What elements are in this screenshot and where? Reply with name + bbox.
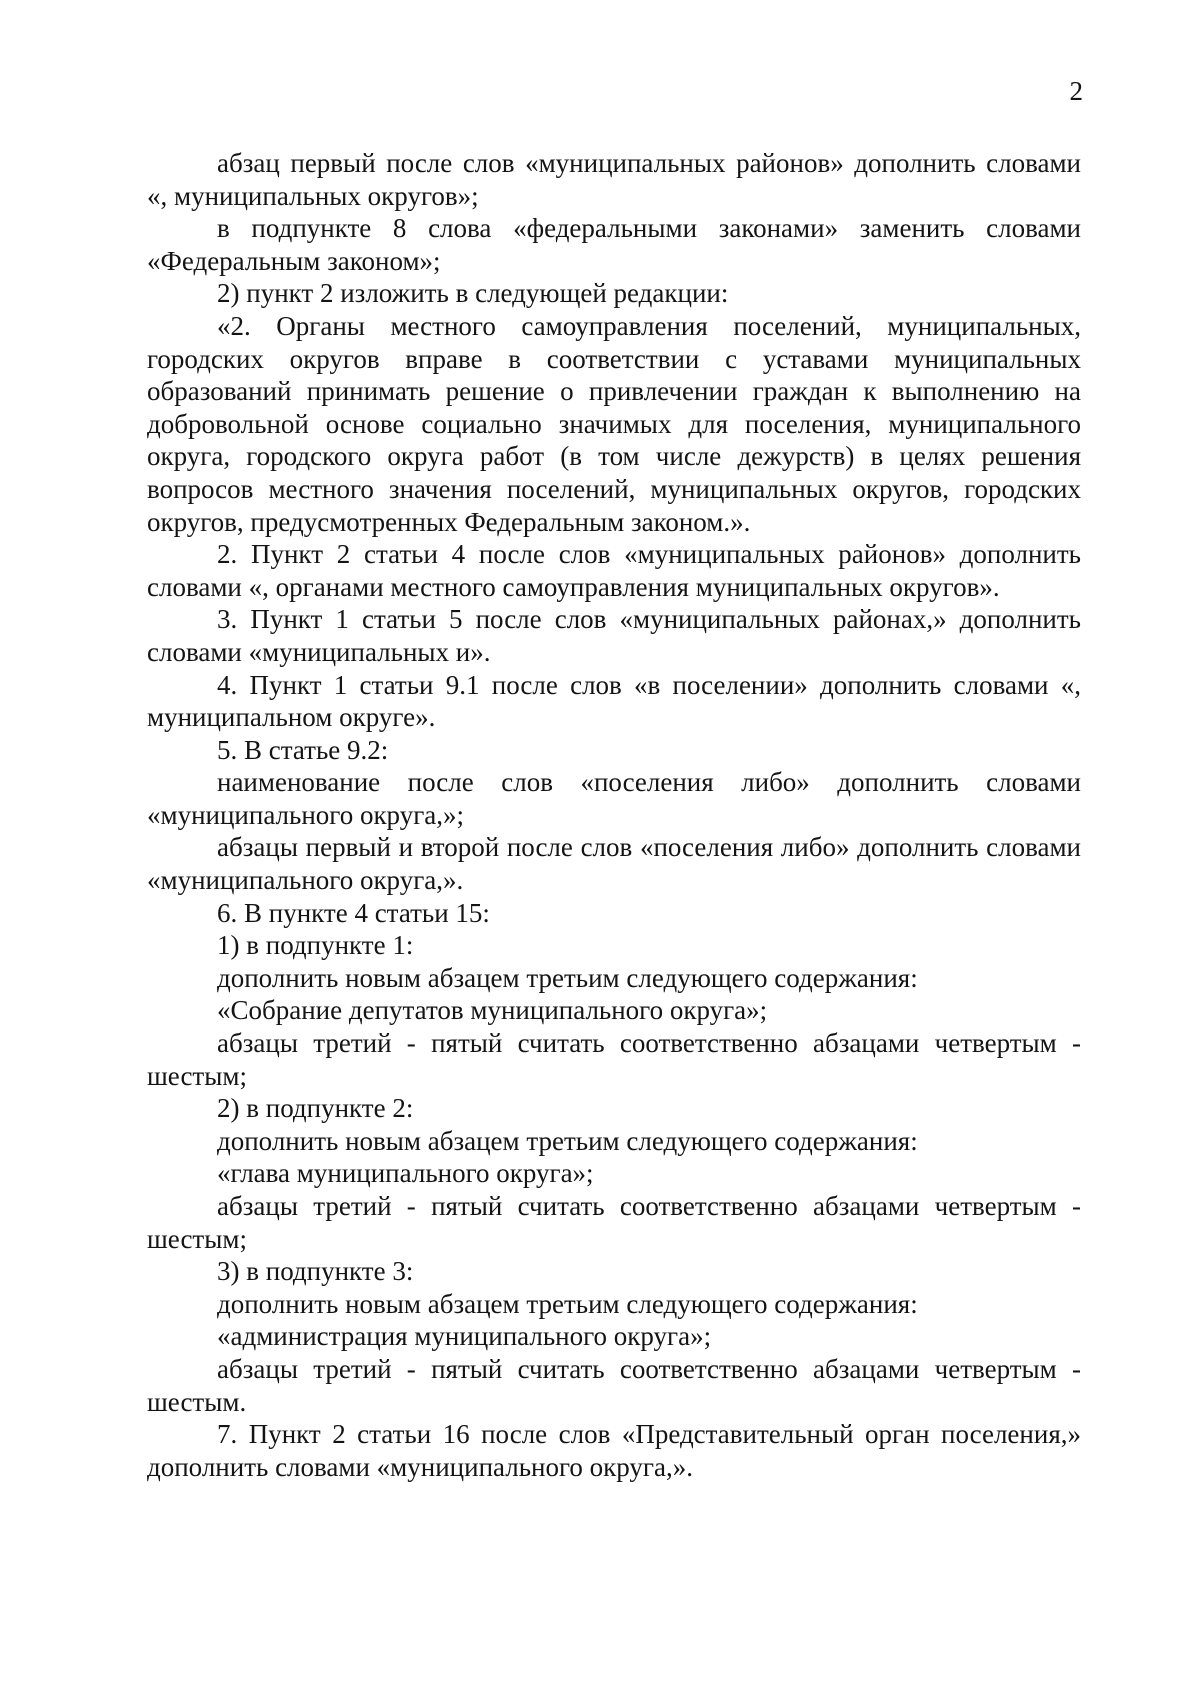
paragraph: «Собрание депутатов муниципального округа»;	[217, 995, 768, 1026]
paragraph: «администрация муниципального округа»;	[217, 1321, 712, 1352]
paragraph: 2. Пункт 2 статьи 4 после слов «муниципальных районов» дополнить словами «, органами местного самоуправления муниципальных округов».	[147, 539, 1081, 602]
paragraph: в подпункте 8 слова «федеральными законами» заменить словами «Федеральным законом»;	[147, 213, 1081, 276]
paragraph: абзацы третий - пятый считать соответственно абзацами четвертым - шестым;	[147, 1191, 1081, 1254]
paragraph: 4. Пункт 1 статьи 9.1 после слов «в поселении» дополнить словами «, муниципальном округе».	[147, 669, 1081, 733]
paragraph: абзацы третий - пятый считать соответственно абзацами четвертым - шестым;	[147, 1028, 1081, 1091]
paragraph: абзацы первый и второй после слов «поселения либо» дополнить словами «муниципального округа,».	[147, 832, 1081, 896]
paragraph: «2. Органы местного самоуправления поселений, муниципальных, городских округов вправе в соответствии с уставами муниципальных образований принимать решение о привлечении граждан к выполнению на добровольной основе социально значимых для поселения, муниципального округа, городского округа работ (в том числе дежурств) в целях решения вопросов местного значения поселений, муниципальных округов, городских округов, предусмотренных Федеральным законом.».	[147, 310, 1081, 537]
paragraph: 5. В статье 9.2:	[217, 734, 389, 765]
paragraph: «глава муниципального округа»;	[217, 1158, 594, 1189]
paragraph: абзацы третий - пятый считать соответственно абзацами четвертым - шестым.	[147, 1353, 1081, 1417]
paragraph: абзац первый после слов «муниципальных районов» дополнить словами «, муниципальных округов»;	[147, 148, 1081, 211]
paragraph: дополнить новым абзацем третьим следующего содержания:	[217, 962, 918, 993]
page-number: 2	[1069, 76, 1083, 106]
paragraph: дополнить новым абзацем третьим следующего содержания:	[217, 1125, 918, 1156]
paragraph: 3) в подпункте 3:	[217, 1256, 414, 1287]
paragraph: дополнить новым абзацем третьим следующего содержания:	[217, 1288, 918, 1319]
paragraph: наименование после слов «поселения либо» дополнить словами «муниципального округа,»;	[147, 767, 1081, 830]
paragraph: 1) в подпункте 1:	[217, 930, 414, 961]
document-body	[147, 147, 1081, 1483]
paragraph: 2) в подпункте 2:	[217, 1093, 414, 1124]
paragraph: 3. Пункт 1 статьи 5 после слов «муниципальных районах,» дополнить словами «муниципальных и».	[147, 604, 1081, 667]
paragraph: 7. Пункт 2 статьи 16 после слов «Представительный орган поселения,» дополнить словами «муниципального округа,».	[147, 1419, 1081, 1482]
paragraph: 2) пункт 2 изложить в следующей редакции:	[217, 278, 729, 309]
paragraph: 6. В пункте 4 статьи 15:	[217, 897, 490, 928]
